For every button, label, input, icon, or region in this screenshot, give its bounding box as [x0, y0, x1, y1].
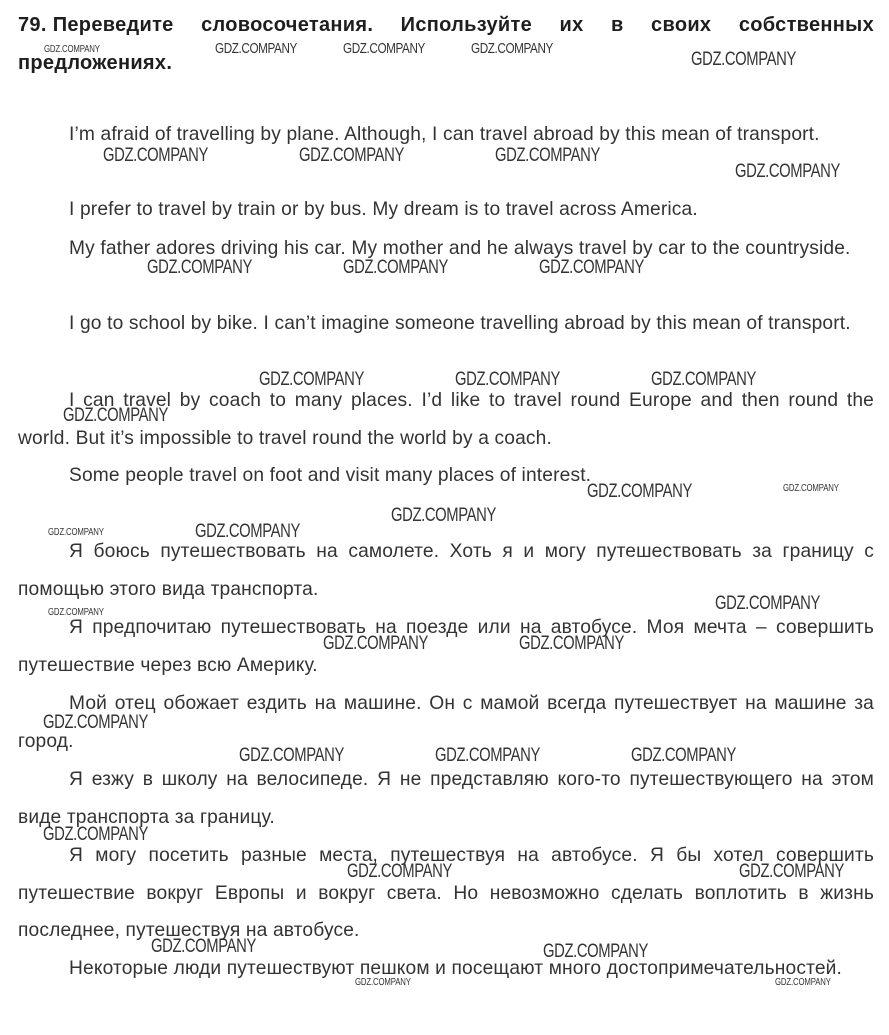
watermark: GDZ.COMPANY: [651, 369, 756, 390]
task-title: Переведите словосочетания. Используйте их в своих собственных предложениях.: [18, 14, 874, 74]
watermark: GDZ.COMPANY: [631, 745, 736, 766]
watermark: GDZ.COMPANY: [343, 257, 448, 278]
watermark: GDZ.COMPANY: [783, 483, 839, 494]
watermark: GDZ.COMPANY: [259, 369, 364, 390]
watermark: GDZ.COMPANY: [151, 936, 256, 957]
paragraph-ru-6: Некоторые люди путешествуют пешком и посещают много достопримечательностей.: [69, 958, 843, 979]
paragraph-ru-2: Я предпочитаю путешествовать на поезде или на автобусе. Моя мечта – совершить путешествие через всю Америку.: [18, 617, 874, 676]
watermark: GDZ.COMPANY: [739, 861, 844, 882]
watermark: GDZ.COMPANY: [195, 521, 300, 542]
watermark: GDZ.COMPANY: [495, 145, 600, 166]
watermark: GDZ.COMPANY: [63, 405, 168, 426]
watermark: GDZ.COMPANY: [455, 369, 560, 390]
watermark: GDZ.COMPANY: [343, 40, 425, 57]
watermark: GDZ.COMPANY: [48, 607, 104, 618]
watermark: GDZ.COMPANY: [323, 633, 428, 654]
watermark: GDZ.COMPANY: [775, 977, 831, 988]
watermark: GDZ.COMPANY: [215, 40, 297, 57]
paragraph-ru-3: Мой отец обожает ездить на машине. Он с мамой всегда путешествует на машине за город.: [18, 693, 874, 752]
paragraph-ru-5: Я могу посетить разные места, путешествуя на автобусе. Я бы хотел совершить путешествие вокруг Европы и вокруг света. Но невозможно сделать воплотить в жизнь последнее, путешествуя на автобусе.: [18, 845, 874, 941]
paragraph-en-2: I prefer to travel by train or by bus. My dream is to travel across America.: [69, 199, 698, 220]
watermark: GDZ.COMPANY: [43, 824, 148, 845]
watermark: GDZ.COMPANY: [471, 40, 553, 57]
watermark: GDZ.COMPANY: [519, 633, 624, 654]
watermark: GDZ.COMPANY: [44, 44, 100, 55]
watermark: GDZ.COMPANY: [299, 145, 404, 166]
paragraph-en-6: Some people travel on foot and visit many places of interest.: [69, 465, 592, 486]
paragraph-ru-4: Я езжу в школу на велосипеде. Я не представляю кого-то путешествующего на этом виде транспорта за границу.: [18, 769, 874, 828]
watermark: GDZ.COMPANY: [391, 505, 496, 526]
paragraph-en-5: I can travel by coach to many places. I’d like to travel round Europe and then round the world. But it’s impossible to travel round the world by a coach.: [18, 390, 874, 449]
watermark: GDZ.COMPANY: [355, 977, 411, 988]
watermark: GDZ.COMPANY: [43, 712, 148, 733]
watermark: GDZ.COMPANY: [691, 49, 796, 70]
watermark: GDZ.COMPANY: [435, 745, 540, 766]
paragraph-en-1: I’m afraid of travelling by plane. Although, I can travel abroad by this mean of transport.: [69, 124, 820, 145]
watermark: GDZ.COMPANY: [587, 481, 692, 502]
watermark: GDZ.COMPANY: [715, 593, 820, 614]
watermark: GDZ.COMPANY: [347, 861, 452, 882]
watermark: GDZ.COMPANY: [735, 161, 840, 182]
watermark: GDZ.COMPANY: [239, 745, 344, 766]
paragraph-ru-1: Я боюсь путешествовать на самолете. Хоть я и могу путешествовать за границу с помощью этого вида транспорта.: [18, 541, 874, 600]
watermark: GDZ.COMPANY: [48, 527, 104, 538]
watermark: GDZ.COMPANY: [543, 941, 648, 962]
task-number: 79.: [18, 14, 47, 36]
watermark: GDZ.COMPANY: [539, 257, 644, 278]
watermark: GDZ.COMPANY: [103, 145, 208, 166]
paragraph-en-3: My father adores driving his car. My mother and he always travel by car to the countryside.: [69, 238, 851, 259]
paragraph-en-4: I go to school by bike. I can’t imagine someone travelling abroad by this mean of transport.: [69, 313, 851, 334]
watermark: GDZ.COMPANY: [147, 257, 252, 278]
